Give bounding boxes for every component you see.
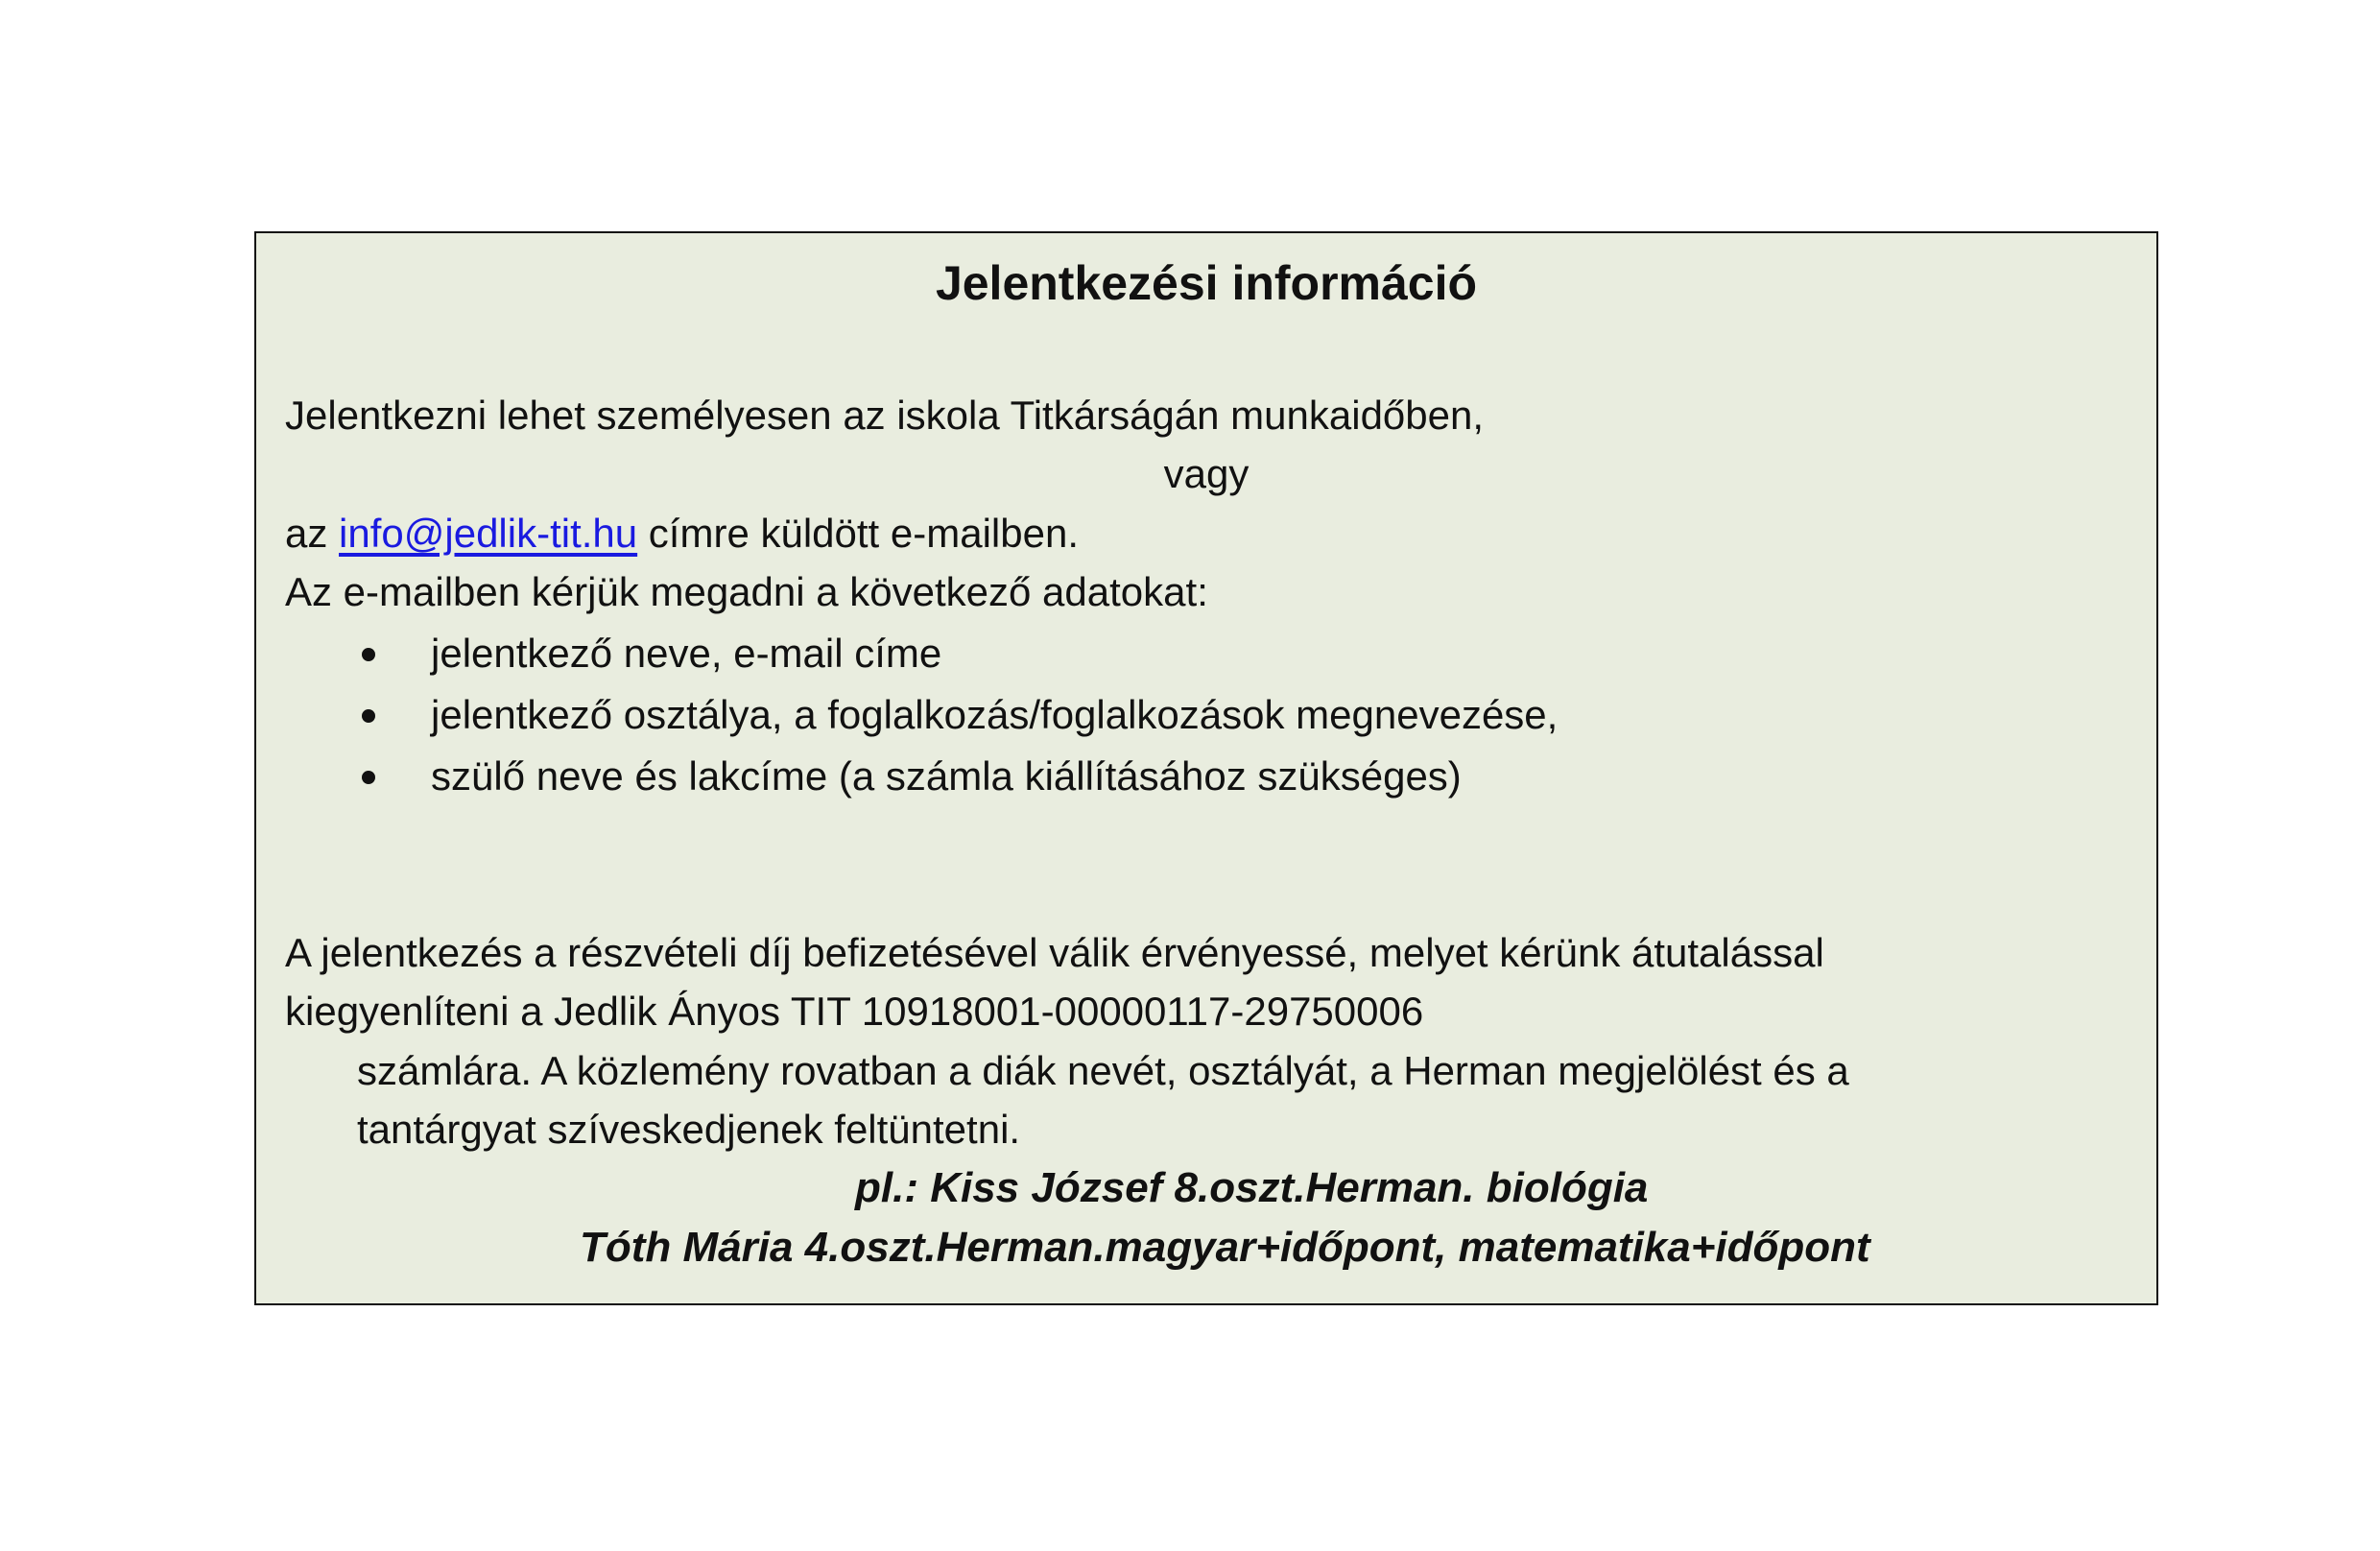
list-item-text: jelentkező osztálya, a foglalkozás/foglalkozások megnevezése, bbox=[431, 692, 1559, 737]
payment-line: kiegyenlíteni a Jedlik Ányos TIT 10918001-00000117-29750006 bbox=[285, 989, 1424, 1034]
payment-line: A jelentkezés a részvételi díj befizetésével válik érvényessé, melyet kérünk átutalással bbox=[285, 930, 1824, 975]
intro-line: Jelentkezni lehet személyesen az iskola Titkárságán munkaidőben, bbox=[285, 393, 1485, 438]
or-word: vagy bbox=[1163, 451, 1250, 496]
email-line bbox=[285, 505, 1079, 562]
email-link[interactable]: info@jedlik-tit.hu bbox=[339, 511, 638, 556]
example-line: pl.: Kiss József 8.oszt.Herman. biológia bbox=[855, 1164, 1649, 1211]
payment-line: tantárgyat szíveskedjenek feltüntetni. bbox=[357, 1107, 1021, 1152]
bullet-icon bbox=[362, 771, 375, 784]
list-item-text: szülő neve és lakcíme (a számla kiállításához szükséges) bbox=[431, 753, 1462, 799]
email-prefix: az bbox=[285, 511, 340, 556]
example-line: Tóth Mária 4.oszt.Herman.magyar+időpont, matematika+időpont bbox=[580, 1224, 1870, 1271]
bullet-icon bbox=[362, 648, 375, 661]
payment-line: számlára. A közlemény rovatban a diák nevét, osztályát, a Herman megjelölést és a bbox=[357, 1048, 1849, 1093]
request-line: Az e-mailben kérjük megadni a következő adatokat: bbox=[285, 569, 1208, 614]
registration-info-box bbox=[254, 231, 2158, 1305]
email-suffix: címre küldött e-mailben. bbox=[637, 511, 1079, 556]
list-item-text: jelentkező neve, e-mail címe bbox=[431, 631, 942, 676]
page-title: Jelentkezési információ bbox=[935, 256, 1478, 310]
bullet-icon bbox=[362, 709, 375, 723]
